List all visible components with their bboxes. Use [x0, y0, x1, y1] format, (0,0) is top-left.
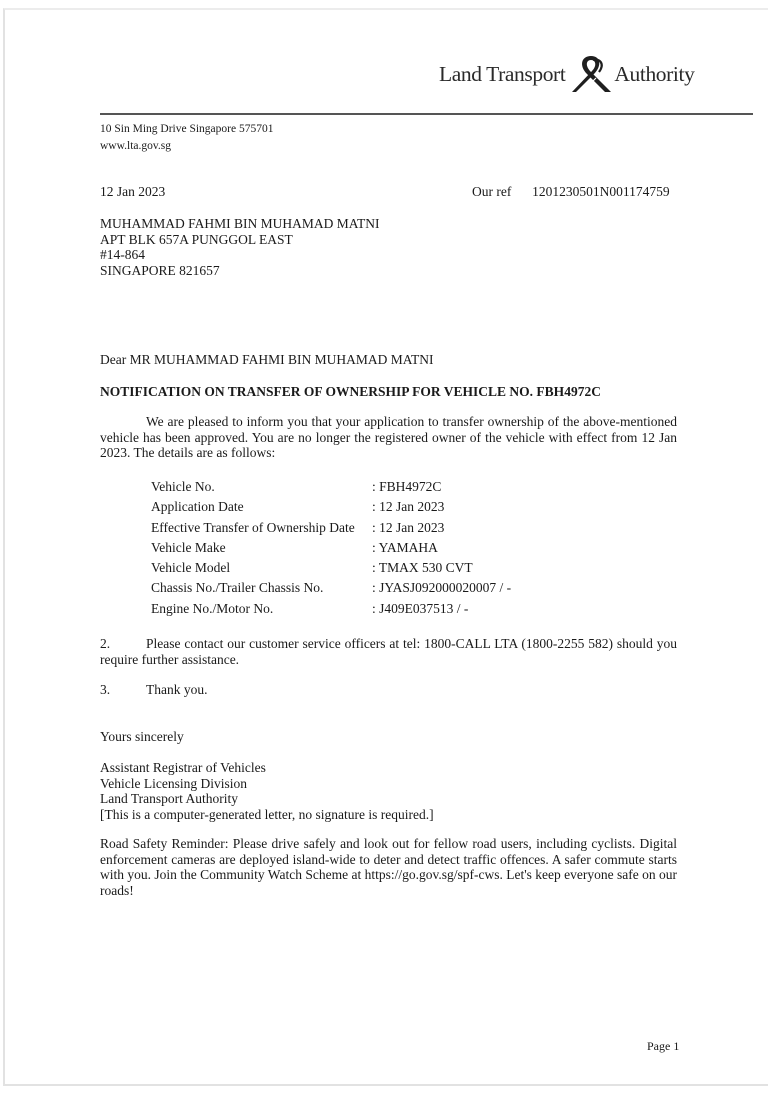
- paragraph-3: [100, 682, 677, 698]
- paragraph-2: [100, 636, 677, 667]
- road-safety-reminder: Road Safety Reminder: Please drive safely and look out for fellow road users, including cyclists. Digital enforcement cameras are deployed island-wide to deter and detect traffic offences. A safer commute starts with you. Join the Community Watch Scheme at https://go.gov.sg/spf-cws. Let's keep everyone safe on our roads!: [100, 836, 677, 898]
- detail-row: [151, 479, 511, 499]
- detail-value: : J409E037513 / -: [372, 600, 469, 616]
- recipient-street: APT BLK 657A PUNGGOL EAST: [100, 231, 293, 247]
- detail-label: Vehicle Model: [151, 560, 231, 576]
- recipient-name: MUHAMMAD FAHMI BIN MUHAMAD MATNI: [100, 216, 380, 231]
- salutation: Dear MR MUHAMMAD FAHMI BIN MUHAMAD MATNI: [100, 352, 434, 367]
- paragraph-number: 2.: [100, 636, 111, 651]
- page-number: Page 1: [647, 1039, 680, 1053]
- reference-number: 1201230501N001174759: [532, 184, 670, 199]
- detail-value: : 12 Jan 2023: [372, 499, 445, 515]
- detail-row: [151, 580, 511, 600]
- recipient-unit: #14-864: [100, 247, 145, 262]
- logo-text-left: Land Transport: [439, 61, 566, 86]
- detail-label: Application Date: [151, 499, 244, 515]
- sender-address-block: [100, 121, 273, 155]
- intro-paragraph: We are pleased to inform you that your application to transfer ownership of the above-mentioned vehicle has been approved. You are no longer the registered owner of the vehicle with effect from 12 Jan 2023. The details are as follows:: [100, 414, 677, 460]
- sender-website: www.lta.gov.sg: [100, 140, 172, 152]
- detail-value: : FBH4972C: [372, 479, 442, 494]
- detail-value: : TMAX 530 CVT: [372, 560, 473, 576]
- subject-heading: NOTIFICATION ON TRANSFER OF OWNERSHIP FOR VEHICLE NO. FBH4972C: [100, 384, 601, 399]
- detail-label: Vehicle Make: [151, 539, 226, 555]
- closing: Yours sincerely: [100, 729, 184, 744]
- signatory-title: Assistant Registrar of Vehicles: [100, 760, 266, 775]
- recipient-postal: SINGAPORE 821657: [100, 262, 220, 278]
- signatory-division: Vehicle Licensing Division: [100, 775, 247, 791]
- letter-date: 12 Jan 2023: [100, 184, 166, 199]
- detail-row: [151, 540, 511, 560]
- signature-note: [This is a computer-generated letter, no signature is required.]: [100, 806, 434, 822]
- reference: [472, 184, 670, 200]
- lta-logo: [439, 52, 694, 96]
- lta-ribbon-logo-icon: [567, 52, 613, 96]
- vehicle-details-table: [151, 479, 511, 621]
- letterhead-divider: [100, 113, 753, 115]
- detail-value: : 12 Jan 2023: [372, 519, 445, 535]
- reference-label: Our ref: [472, 184, 512, 199]
- recipient-address: [100, 216, 380, 278]
- detail-label: Engine No./Motor No.: [151, 600, 274, 616]
- paragraph-text: Thank you.: [146, 682, 208, 697]
- detail-value: : JYASJ092000020007 / -: [372, 580, 512, 596]
- sender-address: 10 Sin Ming Drive Singapore 575701: [100, 123, 274, 135]
- detail-label: Vehicle No.: [151, 479, 215, 494]
- detail-row: [151, 601, 511, 621]
- detail-row: [151, 560, 511, 580]
- paragraph-text: Please contact our customer service officers at tel: 1800-CALL LTA (1800-2255 582) should you require further assistance.: [100, 636, 677, 667]
- paragraph-number: 3.: [100, 682, 111, 697]
- signatory-organization: Land Transport Authority: [100, 791, 239, 806]
- detail-row: [151, 520, 511, 540]
- detail-label: Effective Transfer of Ownership Date: [151, 519, 355, 535]
- logo-text-right: Authority: [614, 61, 695, 86]
- detail-row: [151, 499, 511, 519]
- signature-block: [100, 760, 434, 822]
- detail-label: Chassis No./Trailer Chassis No.: [151, 580, 324, 596]
- detail-value: : YAMAHA: [372, 539, 438, 555]
